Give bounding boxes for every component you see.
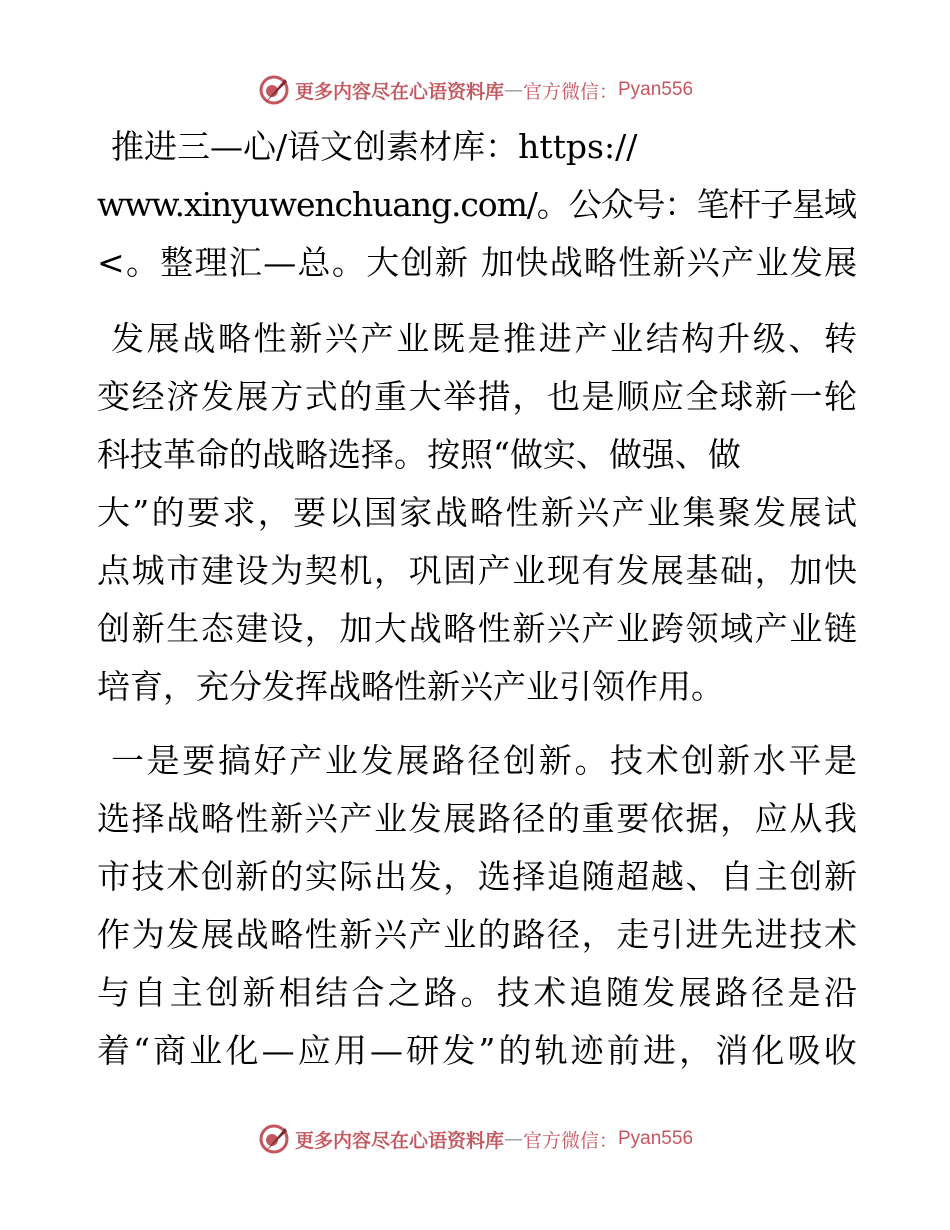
banner-wechat-id: Pyan556 — [618, 1128, 694, 1149]
banner-title: 更多内容尽在心语资料库 — [294, 1129, 504, 1152]
text-line: 点城市建设为契机，巩固产业现有发展基础，加快 — [97, 551, 859, 590]
text-line: 着“商业化—应用—研发”的轨迹前进，消化吸收 — [97, 1031, 860, 1070]
text-line: 市技术创新的实际出发，选择追随超越、自主创新 — [97, 857, 859, 896]
text-line: 作为发展战略性新兴产业的路径，走引进先进技术 — [97, 915, 859, 954]
text-line: 创新生态建设，加大战略性新兴产业跨领域产业链 — [97, 609, 859, 648]
text-line: www.xinyuwenchuang.com/。公众号：笔杆子星域 — [97, 185, 856, 224]
text-line: 大”的要求，要以国家战略性新兴产业集聚发展试 — [97, 493, 860, 532]
quill-logo-icon — [257, 1122, 291, 1156]
banner-separator: — — [503, 1128, 523, 1150]
text-line: 发展战略性新兴产业既是推进产业结构升级、转 — [111, 319, 860, 358]
text-line: 一是要搞好产业发展路径创新。技术创新水平是 — [111, 741, 860, 780]
text-line: 培育，充分发挥战略性新兴产业引领作用。 — [97, 667, 724, 706]
text-line: 变经济发展方式的重大举措，也是顺应全球新一轮 — [97, 377, 859, 416]
quill-logo-icon — [257, 73, 291, 107]
text-line: <。整理汇—总。大创新 加快战略性新兴产业发展 — [97, 243, 859, 282]
banner-wechat-id: Pyan556 — [618, 79, 694, 100]
text-line: 与自主创新相结合之路。技术追随发展路径是沿 — [97, 973, 861, 1012]
text-line: 选择战略性新兴产业发展路径的重要依据，应从我 — [97, 799, 859, 838]
banner-wechat-label: 官方微信： — [522, 80, 618, 103]
text-line: 推进三—心/语文创素材库：https:// — [111, 127, 638, 166]
text-line: 科技革命的战略选择。按照“做实、做强、做 — [97, 435, 741, 474]
footer-watermark — [0, 1119, 950, 1159]
header-watermark — [0, 70, 950, 110]
banner-wechat-label: 官方微信： — [522, 1129, 618, 1152]
banner-title: 更多内容尽在心语资料库 — [294, 80, 504, 103]
banner-separator: — — [503, 79, 523, 101]
